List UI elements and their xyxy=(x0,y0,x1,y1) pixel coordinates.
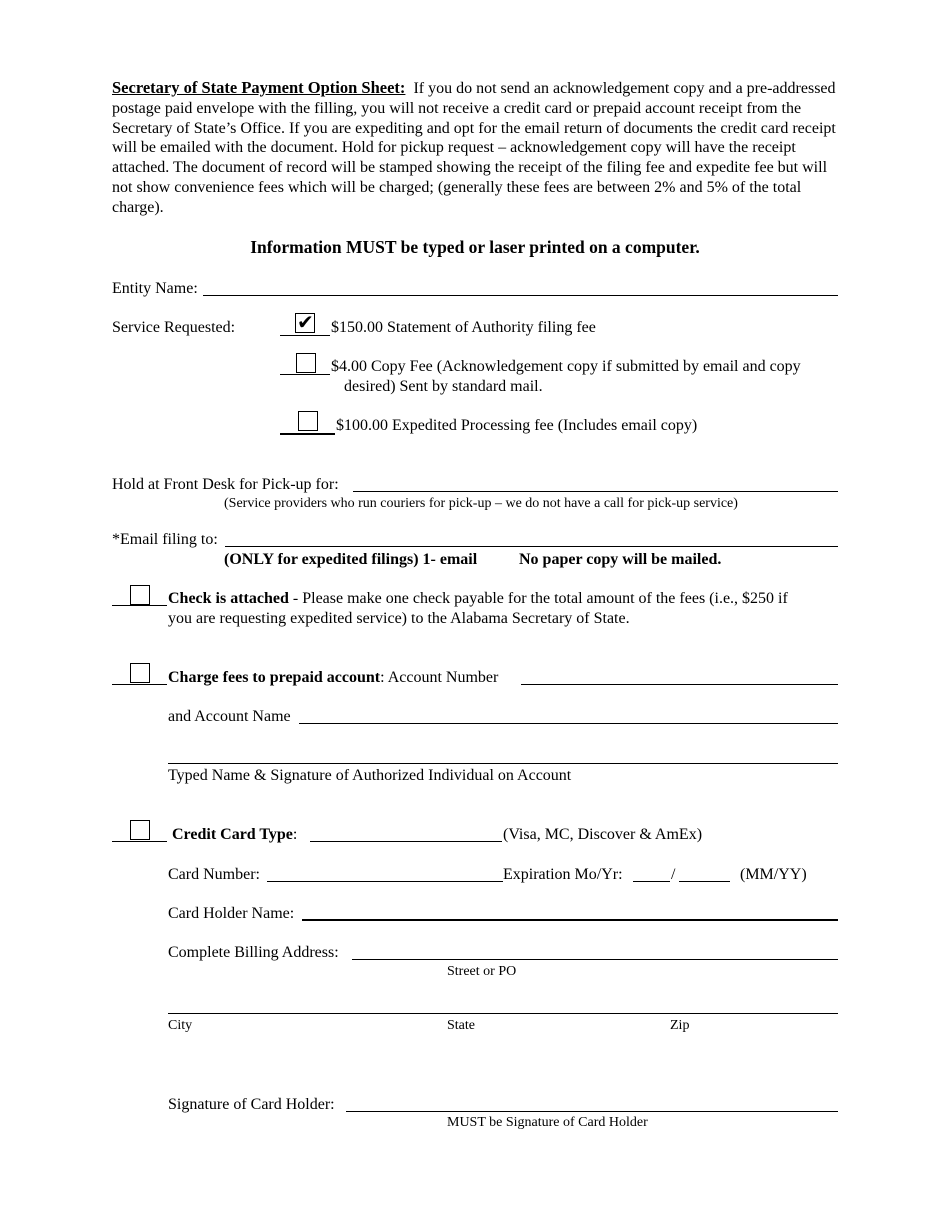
hold-label: Hold at Front Desk for Pick-up for: xyxy=(112,476,339,493)
entity-name-label: Entity Name: xyxy=(112,280,198,297)
billing-street-field[interactable] xyxy=(352,959,838,960)
expiration-label: Expiration Mo/Yr: xyxy=(503,866,623,883)
service-option-2-label-line2: desired) Sent by standard mail. xyxy=(344,378,543,395)
check-option-line2: you are requesting expedited service) to the Alabama Secretary of State. xyxy=(168,610,630,627)
prepaid-label xyxy=(168,668,498,688)
credit-card-type-colon: : xyxy=(292,826,298,843)
service-option-3-underline xyxy=(280,433,335,435)
card-holder-field[interactable] xyxy=(302,919,838,921)
email-note-1: (ONLY for expedited filings) 1- email xyxy=(224,551,478,568)
expiration-year-field[interactable] xyxy=(679,881,730,882)
expiration-slash: / xyxy=(671,866,676,883)
email-label: *Email filing to: xyxy=(112,531,218,548)
service-option-2-underline xyxy=(280,374,330,375)
expiration-format: (MM/YY) xyxy=(740,866,807,883)
service-option-2-label-line1: $4.00 Copy Fee (Acknowledgement copy if submitted by email and copy xyxy=(331,358,801,375)
card-holder-signature-field[interactable] xyxy=(346,1111,838,1112)
service-option-3-label: $100.00 Expedited Processing fee (Includes email copy) xyxy=(336,417,698,434)
checkmark-icon: ✔ xyxy=(297,310,314,334)
service-option-2-checkbox[interactable] xyxy=(296,353,316,373)
prepaid-rest: : Account Number xyxy=(380,669,499,686)
service-option-3-checkbox[interactable] xyxy=(298,411,318,431)
hold-note: (Service providers who run couriers for pick-up – we do not have a call for pick-up service) xyxy=(224,496,738,511)
account-name-label: and Account Name xyxy=(168,708,291,725)
service-requested-label: Service Requested: xyxy=(112,319,236,336)
check-option-bold: Check is attached xyxy=(168,590,289,607)
account-name-field[interactable] xyxy=(299,723,838,724)
authorized-signature-caption: Typed Name & Signature of Authorized Individual on Account xyxy=(168,767,572,784)
authorized-signature-field[interactable] xyxy=(168,763,838,764)
entity-name-field[interactable] xyxy=(203,295,838,296)
credit-card-checkbox[interactable] xyxy=(130,820,150,840)
prepaid-bold: Charge fees to prepaid account xyxy=(168,669,381,686)
card-holder-signature-label: Signature of Card Holder: xyxy=(168,1096,335,1113)
card-number-field[interactable] xyxy=(267,881,503,882)
prepaid-checkbox[interactable] xyxy=(130,663,150,683)
billing-address-label: Complete Billing Address: xyxy=(168,944,339,961)
intro-body: If you do not send an acknowledgement copy and a pre-addressed postage paid envelope with the filling, you will not receive a credit card or prepaid account receipt from the Secretary of State’s Office. If you are expediting and opt for the email return of documents the credit card receipt will be emailed with the document. Hold for pickup request – acknowledgement copy will have the receipt attached. The document of record will be stamped showing the receipt of the filing fee and expedite fee but will not show convenience fees which will be charged; (generally these fees are between 2% and 5% of the total charge). xyxy=(112,80,836,216)
check-option-line1 xyxy=(168,589,788,609)
intro-paragraph xyxy=(112,78,847,218)
credit-card-type-field[interactable] xyxy=(310,841,502,842)
service-option-1-underline xyxy=(280,335,330,336)
intro-title: Secretary of State Payment Option Sheet: xyxy=(112,78,406,97)
card-holder-signature-caption: MUST be Signature of Card Holder xyxy=(447,1115,648,1130)
check-option-checkbox[interactable] xyxy=(130,585,150,605)
credit-card-types-note: (Visa, MC, Discover & AmEx) xyxy=(503,826,703,843)
card-holder-label: Card Holder Name: xyxy=(168,905,295,922)
hold-field[interactable] xyxy=(353,491,838,492)
zip-caption: Zip xyxy=(670,1018,690,1033)
city-caption: City xyxy=(168,1018,193,1033)
card-number-label: Card Number: xyxy=(168,866,260,883)
service-option-1-label: $150.00 Statement of Authority filing fee xyxy=(331,319,596,336)
typed-notice: Information MUST be typed or laser printed on a computer. xyxy=(250,237,700,257)
email-field[interactable] xyxy=(225,546,838,547)
credit-card-underline xyxy=(112,841,167,842)
credit-card-type-label xyxy=(172,825,297,845)
check-option-underline xyxy=(112,605,167,606)
street-caption: Street or PO xyxy=(447,964,517,979)
billing-city-state-zip-field[interactable] xyxy=(168,1013,838,1014)
service-option-1-checkbox[interactable] xyxy=(295,310,315,334)
credit-card-type-bold: Credit Card Type xyxy=(172,826,293,843)
prepaid-underline xyxy=(112,684,167,685)
email-note-2: No paper copy will be mailed. xyxy=(519,551,722,568)
state-caption: State xyxy=(447,1018,475,1033)
account-number-field[interactable] xyxy=(521,684,838,685)
check-option-rest: - Please make one check payable for the total amount of the fees (i.e., $250 if xyxy=(288,590,788,607)
expiration-month-field[interactable] xyxy=(633,881,670,882)
